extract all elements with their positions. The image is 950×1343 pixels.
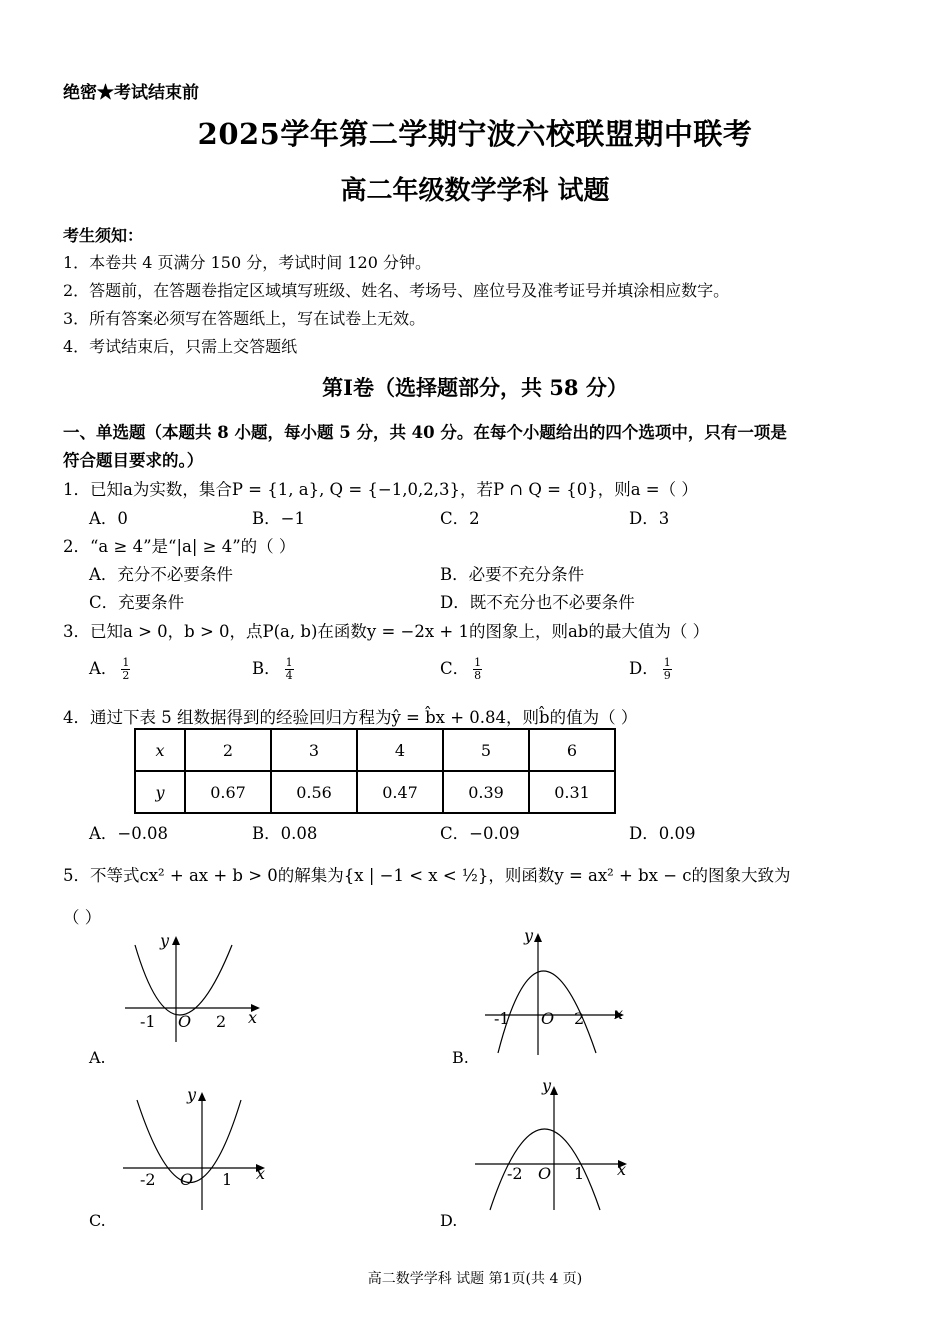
- q1-option-a: A．0: [89, 509, 128, 528]
- y-arrow-icon: [534, 933, 542, 942]
- q1-option-c: C．2: [440, 509, 480, 528]
- notice-heading: 考生须知：: [63, 226, 144, 245]
- q4-option-a: A．−0.08: [89, 824, 168, 843]
- table-cell: 2: [185, 729, 271, 771]
- q3-option-c: C． $\frac{1}{8}$: [440, 656, 482, 682]
- graph-d-letter: D.: [440, 1211, 458, 1230]
- table-row: [135, 771, 615, 813]
- table-cell: 3: [271, 729, 357, 771]
- table-cell: 5: [443, 729, 529, 771]
- graph-b-x-label: x: [614, 1004, 624, 1023]
- q2-option-c: C．充要条件: [89, 593, 185, 612]
- graph-a-x-label: x: [248, 1008, 258, 1027]
- graph-d: [470, 1078, 635, 1218]
- graph-d-y-label: y: [542, 1076, 552, 1095]
- graph-a-letter: A.: [89, 1048, 106, 1067]
- graph-c: [115, 1085, 275, 1215]
- y-arrow-icon: [550, 1086, 558, 1095]
- part-title: 第Ⅰ卷（选择题部分，共 58 分）: [322, 375, 628, 400]
- y-arrow-icon: [172, 936, 180, 945]
- graph-d-x-label: x: [617, 1160, 627, 1179]
- table-cell: 0.67: [185, 771, 271, 813]
- graph-a: [110, 930, 270, 1050]
- q4-option-c: C．−0.09: [440, 824, 520, 843]
- graph-a-right-root: 2: [216, 1012, 227, 1031]
- exam-subtitle: 高二年级数学学科 试题: [340, 176, 610, 206]
- q3-option-d: D． $\frac{1}{9}$: [629, 656, 671, 682]
- table-row: [135, 729, 615, 771]
- notice-item: 2．答题前，在答题卷指定区域填写班级、姓名、考场号、座位号及准考证号并填涂相应数字。: [63, 281, 730, 300]
- section-heading-line1: 一、单选题（本题共 8 小题，每小题 5 分，共 40 分。在每个小题给出的四个选项中，只有一项是: [63, 423, 787, 442]
- page-footer: 高二数学学科 试题 第1页(共 4 页): [367, 1271, 583, 1287]
- notice-item: 4．考试结束后，只需上交答题纸: [63, 337, 298, 356]
- table-cell: 4: [357, 729, 443, 771]
- graph-c-right-root: 1: [222, 1170, 233, 1189]
- q2-option-b: B．必要不充分条件: [440, 565, 585, 584]
- q3-option-b: B． $\frac{1}{4}$: [252, 656, 293, 682]
- graph-d-left-root: -2: [507, 1164, 523, 1183]
- q2-option-a: A．充分不必要条件: [89, 565, 233, 584]
- graph-a-y-label: y: [160, 931, 170, 950]
- graph-a-left-root: -1: [140, 1012, 156, 1031]
- graph-c-y-label: y: [187, 1085, 197, 1104]
- graph-b-y-label: y: [524, 926, 534, 945]
- table-cell-x-label: x: [135, 729, 185, 771]
- graph-b-origin: O: [541, 1009, 555, 1028]
- notice-item: 1．本卷共 4 页满分 150 分，考试时间 120 分钟。: [63, 253, 431, 272]
- table-cell-y-label: y: [135, 771, 185, 813]
- graph-d-origin: O: [538, 1164, 552, 1183]
- q4-option-b: B．0.08: [252, 824, 318, 843]
- question-2-stem: 2．“a ≥ 4”是“|a| ≥ 4”的（ ）: [63, 537, 296, 556]
- q3-option-a: A． $\frac{1}{2}$: [89, 656, 130, 682]
- q4-option-d: D．0.09: [629, 824, 696, 843]
- graph-b-left-root: -1: [494, 1009, 510, 1028]
- graph-c-left-root: -2: [140, 1170, 156, 1189]
- question-1-stem: 1．已知a为实数，集合P = {1, a}, Q = {−1,0,2,3}，若P ∩ Q = {0}，则a =（ ）: [63, 480, 698, 499]
- table-cell: 0.47: [357, 771, 443, 813]
- question-3-stem: 3．已知a > 0，b > 0，点P(a, b)在函数y = −2x + 1的图象上，则ab的最大值为（ ）: [63, 622, 710, 641]
- graph-a-origin: O: [178, 1012, 192, 1031]
- table-cell: 0.56: [271, 771, 357, 813]
- graph-c-x-label: x: [256, 1164, 266, 1183]
- exam-title: 2025学年第二学期宁波六校联盟期中联考: [197, 117, 753, 151]
- q2-option-d: D．既不充分也不必要条件: [440, 593, 635, 612]
- parabola: [135, 945, 232, 1015]
- section-heading-line2: 符合题目要求的。）: [63, 451, 204, 470]
- notice-item: 3．所有答案必须写在答题纸上，写在试卷上无效。: [63, 309, 426, 328]
- table-cell: 0.39: [443, 771, 529, 813]
- question-4-stem: 4．通过下表 5 组数据得到的经验回归方程为ŷ = b̂x + 0.84，则b̂的值为（ ）: [63, 708, 638, 727]
- question-5-stem: 5．不等式cx² + ax + b > 0的解集为{x | −1 < x < ½}，则函数y = ax² + bx − c的图象大致为: [63, 866, 791, 885]
- graph-b: [470, 925, 630, 1055]
- graph-d-right-root: 1: [574, 1164, 585, 1183]
- data-table: [134, 728, 616, 814]
- y-arrow-icon: [198, 1092, 206, 1101]
- graph-b-right-root: 2: [574, 1009, 585, 1028]
- graph-c-letter: C.: [89, 1211, 106, 1230]
- graph-c-origin: O: [180, 1170, 194, 1189]
- confidential-label: 绝密★考试结束前: [63, 83, 199, 103]
- q1-option-b: B．−1: [252, 509, 305, 528]
- table-cell: 6: [529, 729, 615, 771]
- table-cell: 0.31: [529, 771, 615, 813]
- graph-b-letter: B.: [452, 1048, 469, 1067]
- question-5-paren: （ ）: [63, 908, 102, 927]
- q1-option-d: D．3: [629, 509, 670, 528]
